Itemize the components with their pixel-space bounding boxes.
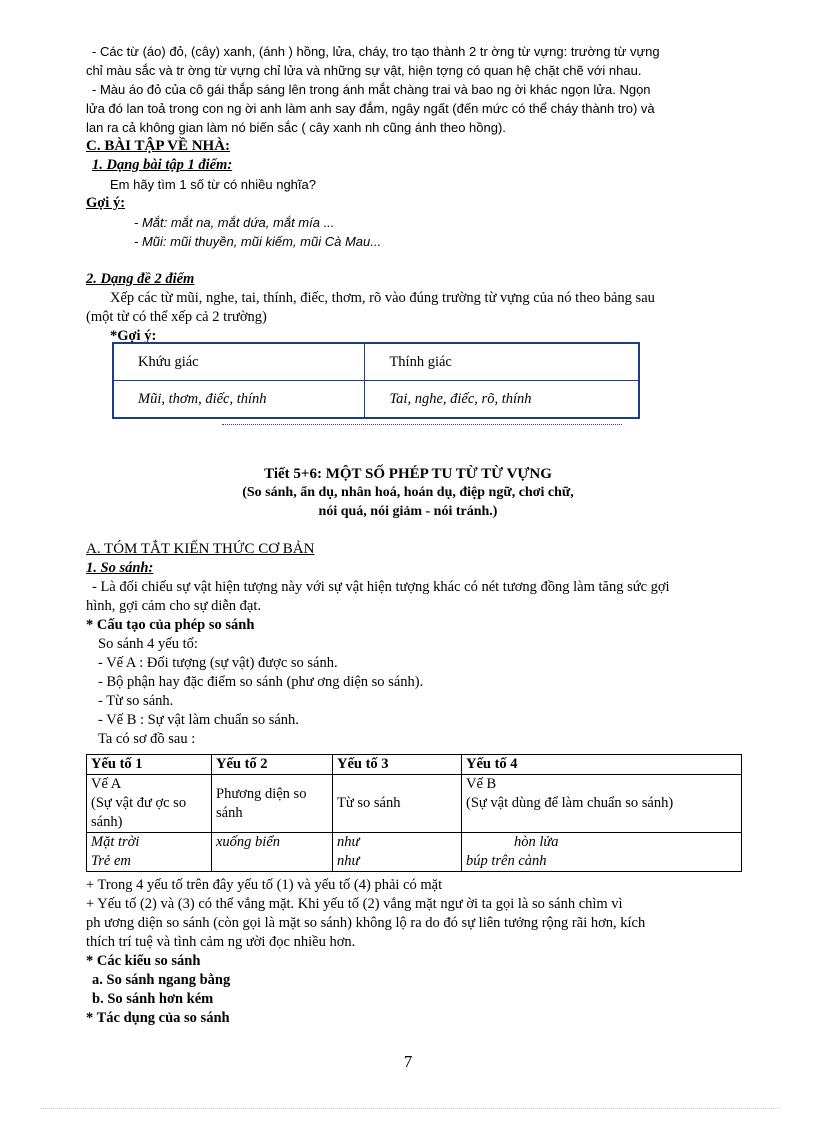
hint-label: Gợi ý: [86, 195, 126, 211]
divider [222, 424, 622, 425]
para: ph ương diện so sánh (còn gọi là mặt so sánh) không lộ ra do đó sự liên tưởng rộng rãi hơn, kích [86, 915, 646, 931]
exercise-title: 2. Dạng đề 2 điểm [86, 271, 195, 287]
para: + Trong 4 yếu tố trên đây yếu tố (1) và yếu tố (4) phải có mặt [86, 877, 443, 893]
table-cell: Thính giác [365, 343, 639, 381]
table-cell: Mũi, thơm, điếc, thính [113, 381, 365, 419]
para: - Màu áo đỏ của cô gái thắp sáng lên trong ánh mắt chàng trai và bao ng ời khác ngọn lửa. Ngọn [92, 82, 651, 97]
hint-label: *Gợi ý: [110, 328, 157, 344]
hint-item: - Mũi: mũi thuyền, mũi kiếm, mũi Cà Mau... [134, 234, 382, 249]
para: lan ra cả không gian làm nó biến sắc ( cây xanh nh cũng ánh theo hồng). [86, 120, 506, 135]
table-cell: xuống biển [212, 833, 333, 872]
para: hình, gợi cảm cho sự diễn đạt. [86, 598, 261, 614]
para: * Các kiểu so sánh [86, 953, 201, 969]
list-item: - Vế B : Sự vật làm chuẩn so sánh. [98, 712, 299, 728]
para: thích trí tuệ và tình cảm ng ười đọc nhiều hơn. [86, 934, 356, 950]
subsection-heading: 1. So sánh: [86, 560, 154, 576]
lesson-subtitle: (So sánh, ẩn dụ, nhân hoá, hoán dụ, điệp ngữ, chơi chữ, [242, 485, 574, 500]
comparison-table [86, 754, 742, 872]
section-heading: C. BÀI TẬP VỀ NHÀ: [86, 138, 231, 154]
exercise-title: 1. Dạng bài tập 1 điểm: [92, 157, 233, 173]
table-cell: Vế B (Sự vật dùng để làm chuẩn so sánh) [462, 775, 742, 833]
table-cell: Phương diện so sánh [212, 775, 333, 833]
page-number: 7 [403, 1052, 413, 1071]
list-item: - Bộ phận hay đặc điểm so sánh (phư ơng diện so sánh). [98, 674, 424, 690]
list-item: - Vế A : Đối tượng (sự vật) được so sánh. [98, 655, 338, 671]
question: (một từ có thể xếp cả 2 trường) [86, 309, 267, 325]
table-cell: Tai, nghe, điếc, rõ, thính [365, 381, 639, 419]
footer-divider [40, 1108, 780, 1109]
table-cell: Mặt trời Trẻ em [87, 833, 212, 872]
para: * Tác dụng của so sánh [86, 1010, 230, 1026]
para: - Các từ (áo) đỏ, (cây) xanh, (ánh ) hồng, lửa, cháy, tro tạo thành 2 tr ờng từ vựng: trường từ vựng [92, 44, 660, 59]
table-header: Yếu tố 4 [462, 755, 742, 775]
para: chỉ màu sắc và tr ờng từ vựng chỉ lửa và những sự vật, hiện tợng có quan hệ chặt chẽ với nhau. [86, 63, 642, 78]
question: Em hãy tìm 1 số từ có nhiều nghĩa? [110, 177, 316, 192]
table-cell: Vế A (Sự vật đư ợc so sánh) [87, 775, 212, 833]
para: So sánh 4 yếu tố: [98, 636, 198, 652]
para: * Cấu tạo của phép so sánh [86, 617, 255, 633]
table-cell: hòn lửa búp trên cành [462, 833, 742, 872]
lesson-title: Tiết 5+6: MỘT SỐ PHÉP TU TỪ TỪ VỰNG [264, 466, 552, 482]
table-cell: Khứu giác [113, 343, 365, 381]
sense-table [112, 342, 640, 419]
list-item: - Từ so sánh. [98, 693, 174, 709]
table-header: Yếu tố 1 [87, 755, 212, 775]
page-body [86, 42, 746, 346]
list-item: b. So sánh hơn kém [92, 991, 214, 1007]
hint-item: - Mắt: mắt na, mắt dứa, mắt mía ... [134, 215, 335, 230]
para: Ta có sơ đồ sau : [98, 731, 196, 747]
lesson-subtitle: nói quá, nói giảm - nói tránh.) [318, 504, 498, 519]
question: Xếp các từ mũi, nghe, tai, thính, điếc, thơm, rõ vào đúng trường từ vựng của nó theo bảng sau [110, 290, 655, 306]
table-cell: Từ so sánh [333, 775, 462, 833]
table-cell: như như [333, 833, 462, 872]
lesson-body [86, 540, 746, 749]
para: + Yếu tố (2) và (3) có thể vắng mặt. Khi yếu tố (2) vắng mặt ngư ời ta gọi là so sánh chìm vì [86, 896, 623, 912]
notes [86, 876, 746, 1028]
para: - Là đối chiếu sự vật hiện tượng này với sự vật hiện tượng khác có nét tương đồng làm tăng sức gợi [92, 579, 670, 595]
para: lửa đó lan toả trong con ng ời anh làm anh say đắm, ngây ngất (đến mức có thể cháy thành tro) và [86, 101, 655, 116]
section-heading: A. TÓM TẮT KIẾN THỨC CƠ BẢN [86, 541, 315, 557]
table-header: Yếu tố 2 [212, 755, 333, 775]
spacer [86, 251, 746, 270]
list-item: a. So sánh ngang bằng [92, 972, 231, 988]
table-header: Yếu tố 3 [333, 755, 462, 775]
